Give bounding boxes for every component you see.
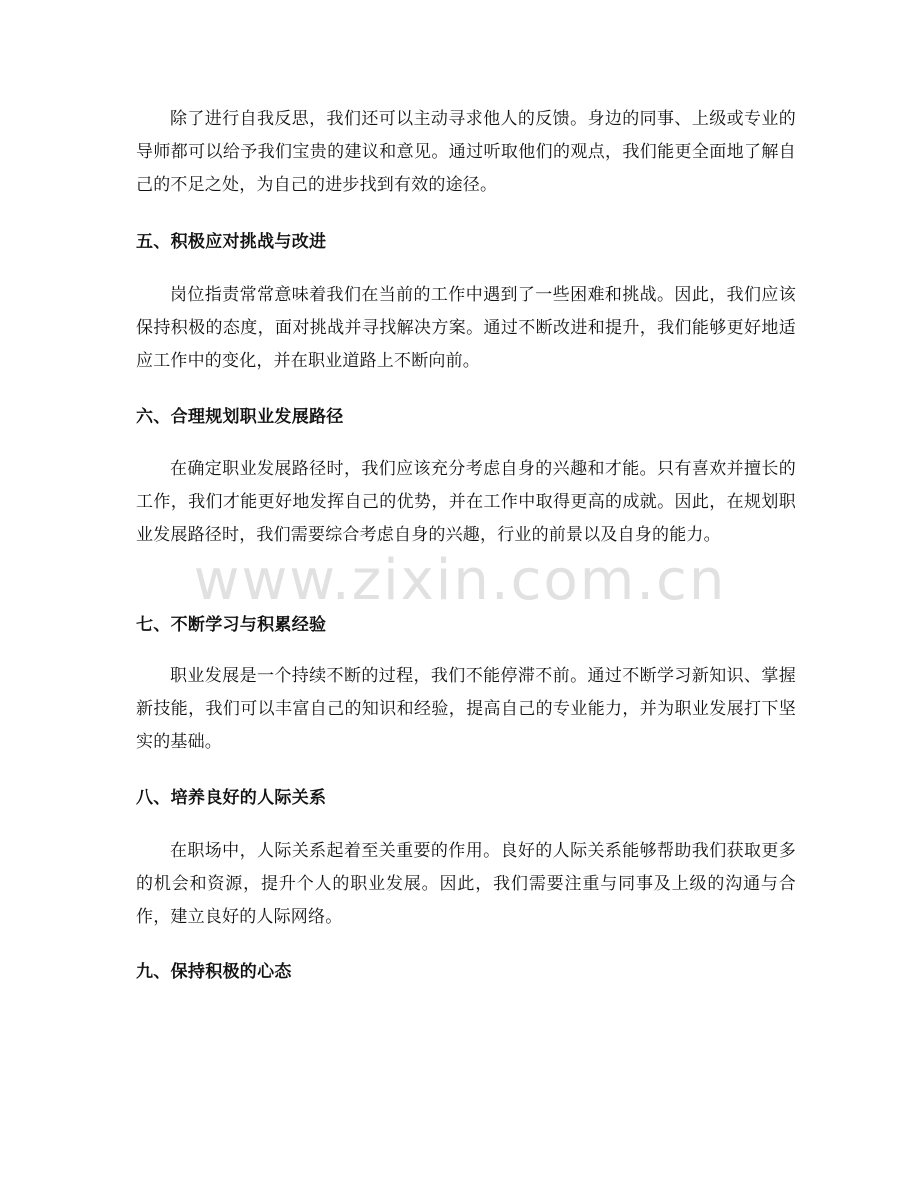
paragraph-section-five: 岗位指责常常意味着我们在当前的工作中遇到了一些困难和挑战。因此，我们应该保持积极的态度，面对挑战并寻找解决方案。通过不断改进和提升，我们能够更好地适应工作中的变化，并在职业道路上不断向前。 (136, 285, 796, 371)
paragraph-section-seven: 职业发展是一个持续不断的过程，我们不能停滞不前。通过不断学习新知识、掌握新技能，我们可以丰富自己的知识和经验，提高自己的专业能力，并为职业发展打下坚实的基础。 (136, 666, 796, 752)
heading-section-nine: 九、保持积极的心态 (136, 962, 292, 982)
heading-section-eight: 八、培养良好的人际关系 (136, 788, 327, 808)
watermark-text: www.zixin.com.cn (193, 548, 727, 613)
paragraph-section-six: 在确定职业发展路径时，我们应该充分考虑自身的兴趣和才能。只有喜欢并擅长的工作，我们才能更好地发挥自己的优势，并在工作中取得更高的成就。因此，在规划职业发展路径时，我们需要综合考虑自身的兴趣，行业的前景以及自身的能力。 (136, 459, 796, 545)
heading-section-five: 五、积极应对挑战与改进 (136, 232, 327, 252)
paragraph-intro: 除了进行自我反思，我们还可以主动寻求他人的反馈。身边的同事、上级或专业的导师都可以给予我们宝贵的建议和意见。通过听取他们的观点，我们能更全面地了解自己的不足之处，为自己的进步找到有效的途径。 (136, 109, 796, 195)
heading-section-seven: 七、不断学习与积累经验 (136, 615, 327, 635)
heading-section-six: 六、合理规划职业发展路径 (136, 407, 344, 427)
paragraph-section-eight: 在职场中，人际关系起着至关重要的作用。良好的人际关系能够帮助我们获取更多的机会和资源，提升个人的职业发展。因此，我们需要注重与同事及上级的沟通与合作，建立良好的人际网络。 (136, 841, 796, 927)
